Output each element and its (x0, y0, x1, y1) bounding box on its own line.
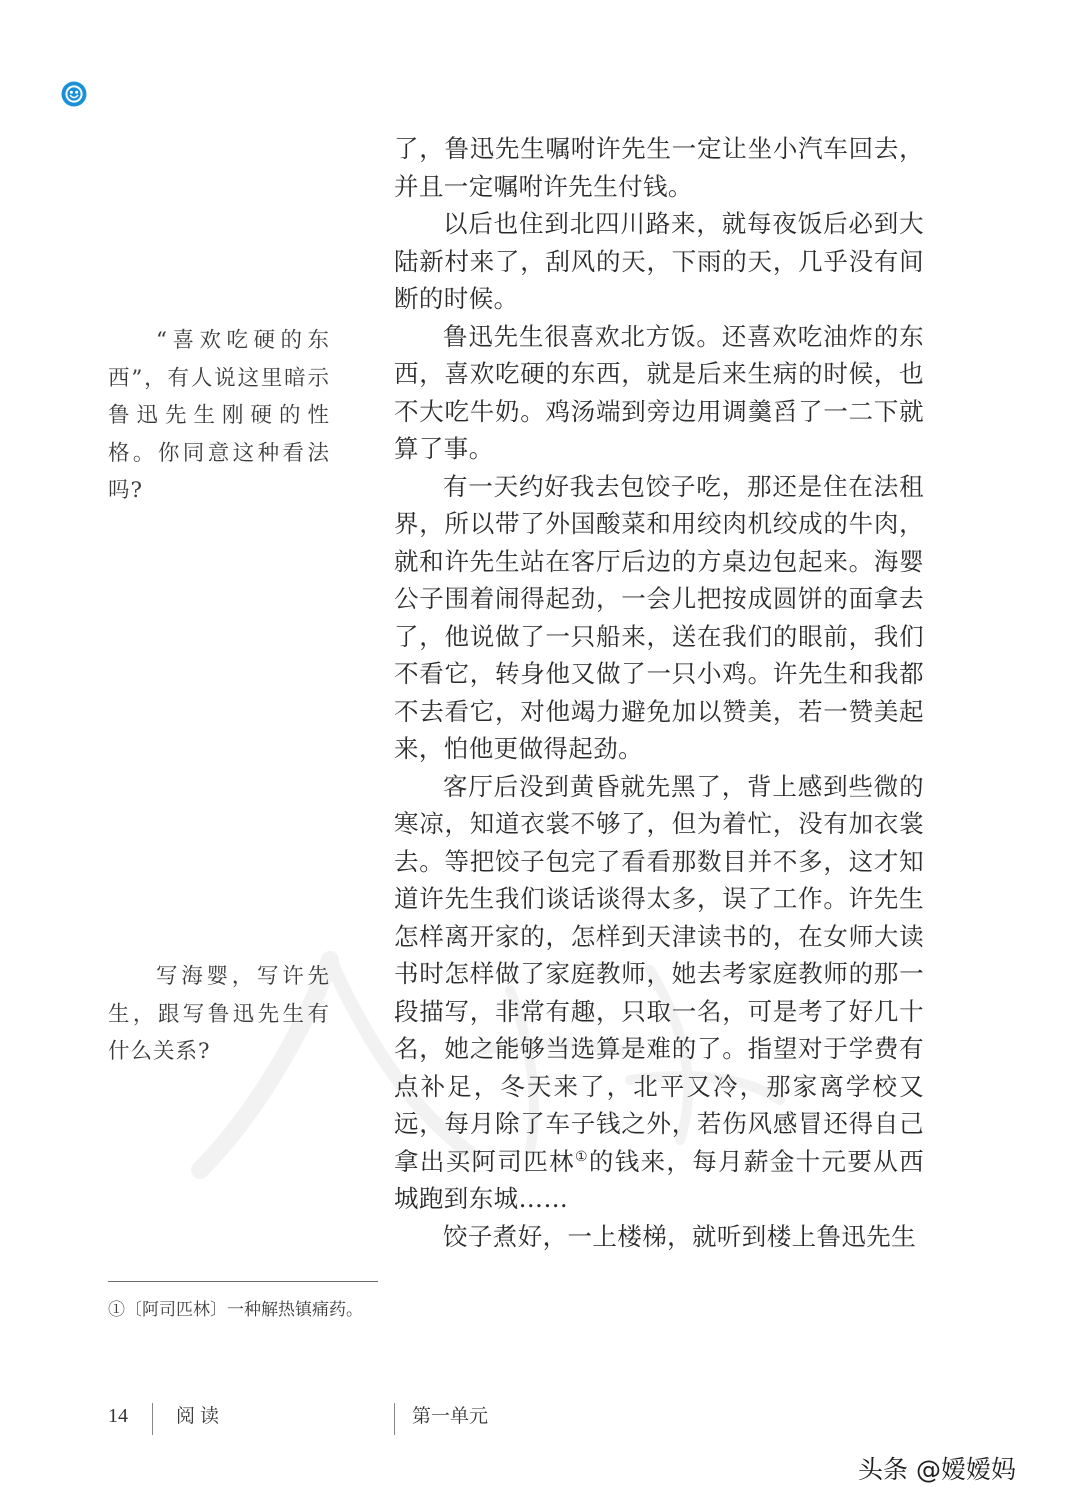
side-note: “喜欢吃硬的东西”，有人说这里暗示鲁迅先生刚硬的性格。你同意这种看法吗? (108, 328, 330, 503)
side-note: 写海婴，写许先生，跟写鲁迅先生有什么关系? (108, 964, 330, 1064)
paragraph (394, 768, 924, 1218)
footnote: ①〔阿司匹林〕一种解热镇痛药。 (108, 1300, 363, 1320)
main-text-column (394, 130, 924, 1255)
section-name: 阅读 (176, 1405, 225, 1427)
paragraph: 了，鲁迅先生嘱咐许先生一定让坐小汽车回去，并且一定嘱咐许先生付钱。 (394, 134, 924, 201)
source-watermark: 头条 @嫒嫒妈 (858, 1455, 1016, 1484)
paragraph-text: 的钱来，每月薪金十元要从西城跑到东城…… (394, 1146, 924, 1213)
footer-divider (152, 1403, 153, 1435)
page-number: 14 (108, 1405, 128, 1427)
footer-divider (394, 1403, 395, 1435)
smiley-icon (60, 80, 88, 108)
unit-name: 第一单元 (412, 1405, 489, 1427)
paragraph: 有一天约好我去包饺子吃，那还是住在法租界，所以带了外国酸菜和用绞肉机绞成的牛肉，就和许先生站在客厅后边的方桌边包起来。海婴公子围着闹得起劲，一会儿把按成圆饼的面拿去了，他说做了一只船来，送在我们的眼前，我们不看它，转身他又做了一只小鸡。许先生和我都不去看它，对他竭力避免加以赞美，若一赞美起来，怕他更做得起劲。 (394, 471, 924, 763)
paragraph-text: 客厅后没到黄昏就先黑了，背上感到些微的寒凉，知道衣裳不够了，但为着忙，没有加衣裳去。等把饺子包完了看看那数目并不多，这才知道许先生我们谈话谈得太多，误了工作。许先生怎样离开家的，怎样到天津读书的，在女师大读书时怎样做了家庭教师，她去考家庭教师的那一段描写，非常有趣，只取一名，可是考了好几十名，她之能够当选算是难的了。指望对于学费有点补足，冬天来了，北平又冷，那家离学校又远，每月除了车子钱之外，若伤风感冒还得自己拿出买阿司匹林 (394, 771, 924, 1176)
paragraph: 鲁迅先生很喜欢北方饭。还喜欢吃油炸的东西，喜欢吃硬的东西，就是后来生病的时候，也不大吃牛奶。鸡汤端到旁边用调羹舀了一二下就算了事。 (394, 321, 924, 463)
footnote-divider (108, 1281, 378, 1282)
paragraph: 以后也住到北四川路来，就每夜饭后必到大陆新村来了，刮风的天，下雨的天，几乎没有间断的时候。 (394, 209, 924, 313)
paragraph: 饺子煮好，一上楼梯，就听到楼上鲁迅先生 (443, 1221, 917, 1251)
footnote-marker[interactable]: ① (574, 1148, 589, 1165)
